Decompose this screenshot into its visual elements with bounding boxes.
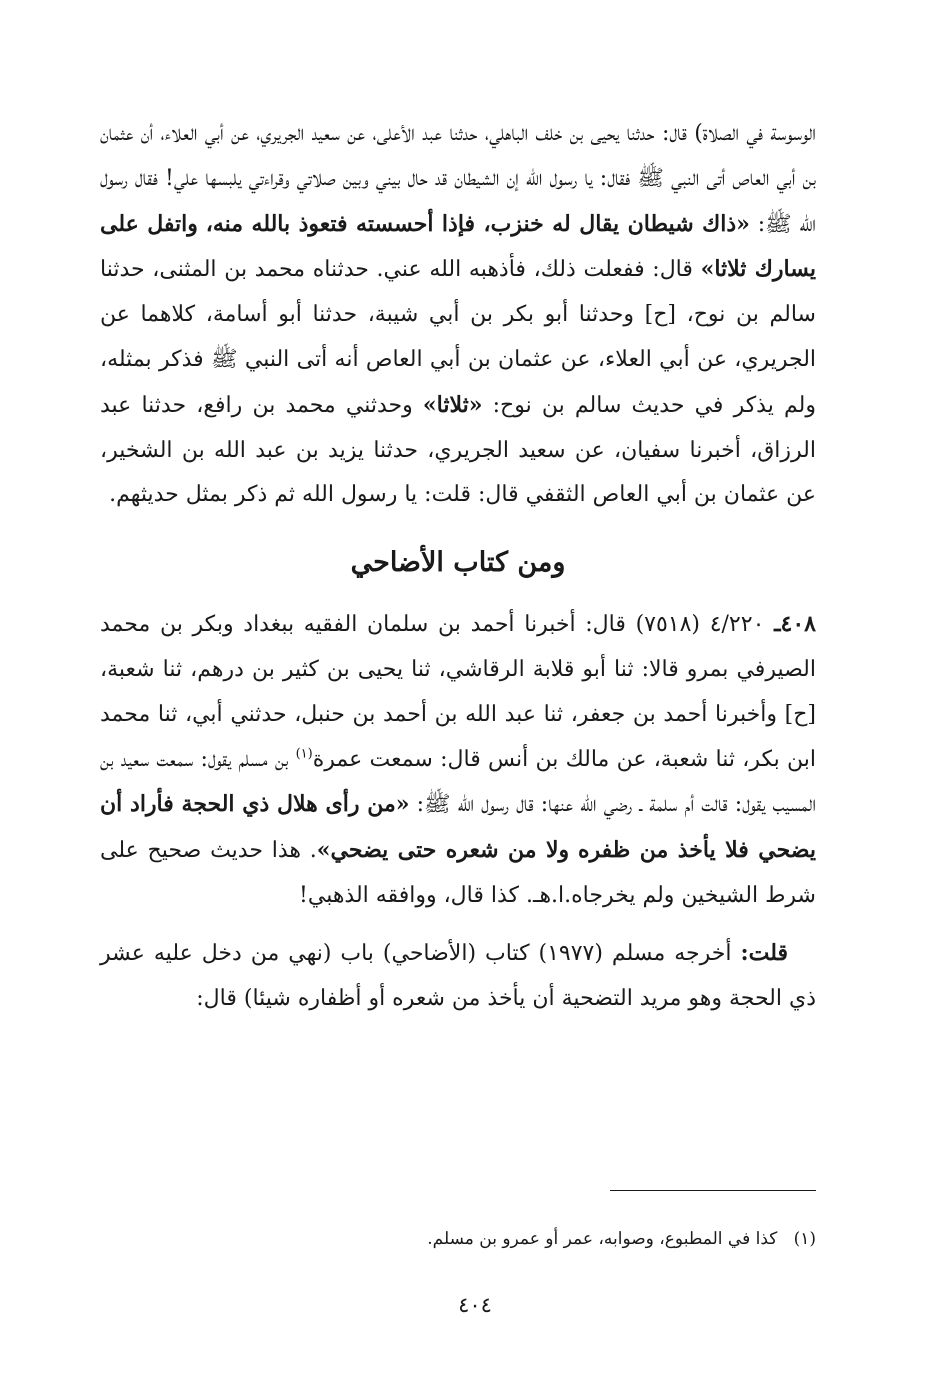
text-line: مسلم يقول: سمعت سعيد بن المسيب يقول: قالت أم سلمة ـ رضي الله عنها: [100, 746, 816, 818]
section-heading: ومن كتاب الأضاحي [350, 547, 566, 579]
text-line: يخرجاه.ا.هـ. كذا قال، ووافقه الذهبي! [299, 882, 636, 908]
text-line: الوسوسة في الصلاة) قال: حدثنا يحيى بن خلف الباهلي، حدثنا عبد الأعلى، [372, 121, 816, 146]
footnote [100, 1224, 816, 1254]
text-line: قال: ففعلت ذلك، فأذهبه الله عني. حدثناه محمد بن [224, 257, 701, 283]
text-line: يزيد بن عبد الله بن الشخير، عن عثمان بن أبي العاص الثقفي قال: قلت: [100, 437, 816, 508]
footnote-separator [610, 1190, 816, 1191]
page-number: ٤٠٤ [458, 1293, 492, 1317]
text-line: . هذا حديث صحيح على شرط الشيخين ولم [100, 838, 816, 908]
text-line: محمد الصيرفي بمرو قالا: ثنا أبو قلابة الرقاشي، ثنا يحيى بن كثير بن درهم، [100, 612, 816, 682]
text-line: قال رسول الله ﷺ: [409, 792, 534, 818]
text-line: عن سعيد الجريري، عن أبي العلاء، أن عثمان بن أبي العاص أتى النبي ﷺ [100, 121, 817, 191]
hadith-quote: ولا من شعره حتى يضحي» [316, 837, 570, 864]
text-line: أتى النبي ﷺ فذكر بمثله، ولم يذكر في حديث سالم بن نوح: [100, 346, 816, 418]
text-line: ثنا شعبة، [ح] وأخبرنا أحمد بن جعفر، ثنا عبد الله بن أحمد بن حنبل، حدثني [100, 656, 816, 727]
text-line: عشر ذي الحجة وهو مريد التضحية أن يأخذ من شعره أو أظفاره شيئا) قال: [100, 940, 816, 1011]
page-body [100, 112, 816, 1021]
text-line: أبو أسامة، كلاهما عن الجريري، عن أبي العلاء، عن عثمان بن أبي العاص أنه [100, 302, 817, 372]
text-line: محمد بن رافع، حدثنا عبد الرزاق، أخبرنا سفيان، عن سعيد الجريري، حدثنا [100, 392, 816, 463]
text-line: فقال رسول الله ﷺ: [100, 165, 816, 237]
hadith-quote: «ذاك شيطان يقال له خنزب، فإذا أحسسته فتعوذ بالله منه، [205, 210, 750, 237]
footnote-text: كذا في المطبوع، وصوابه، عمر أو عمرو بن مسلم. [427, 1229, 778, 1249]
paragraph-hadith-408 [100, 602, 816, 919]
hadith-quote: واتفل على يسارك ثلاثا» [100, 210, 816, 283]
text-line: وحدثني [345, 392, 423, 418]
footnote-reference[interactable]: (١) [295, 746, 313, 762]
text-line: يا رسول الله ثم ذكر بمثل حديثهم. [109, 482, 418, 508]
hadith-quote: «ثلاثا» [422, 391, 483, 418]
commentary-label: قلت: [740, 939, 788, 966]
text-line: أخرجه مسلم (١٩٧٧) كتاب (الأضاحي) باب (نهي من دخل عليه [153, 940, 741, 966]
paragraph-commentary [100, 931, 816, 1022]
hadith-quote: «من رأى هلال ذي الحجة فأراد أن يضحي فلا يأخذ من ظفره [100, 791, 817, 864]
text-line: ٤/٢٢٠ (٧٥١٨) قال: أخبرنا أحمد بن سلمان الفقيه ببغداد وبكر بن [159, 612, 775, 638]
hadith-number: ٤٠٨ـ [774, 611, 816, 638]
text-line: فقال: يا رسول الله إن الشيطان قد حال بيني وبين صلاتي وقراءتي يلبسها علي! [165, 165, 631, 191]
paragraph-hadith-continuation [100, 112, 816, 518]
text-line: أبي، ثنا محمد ابن بكر، ثنا شعبة، عن مالك بن أنس قال: سمعت عمرة [100, 701, 816, 772]
text-line: المثنى، حدثنا سالم بن نوح، [ح] وحدثنا أبو بكر بن أبي شيبة، حدثنا [100, 257, 816, 328]
text-line: بن [274, 746, 296, 772]
footnote-marker: (١) [793, 1229, 816, 1249]
